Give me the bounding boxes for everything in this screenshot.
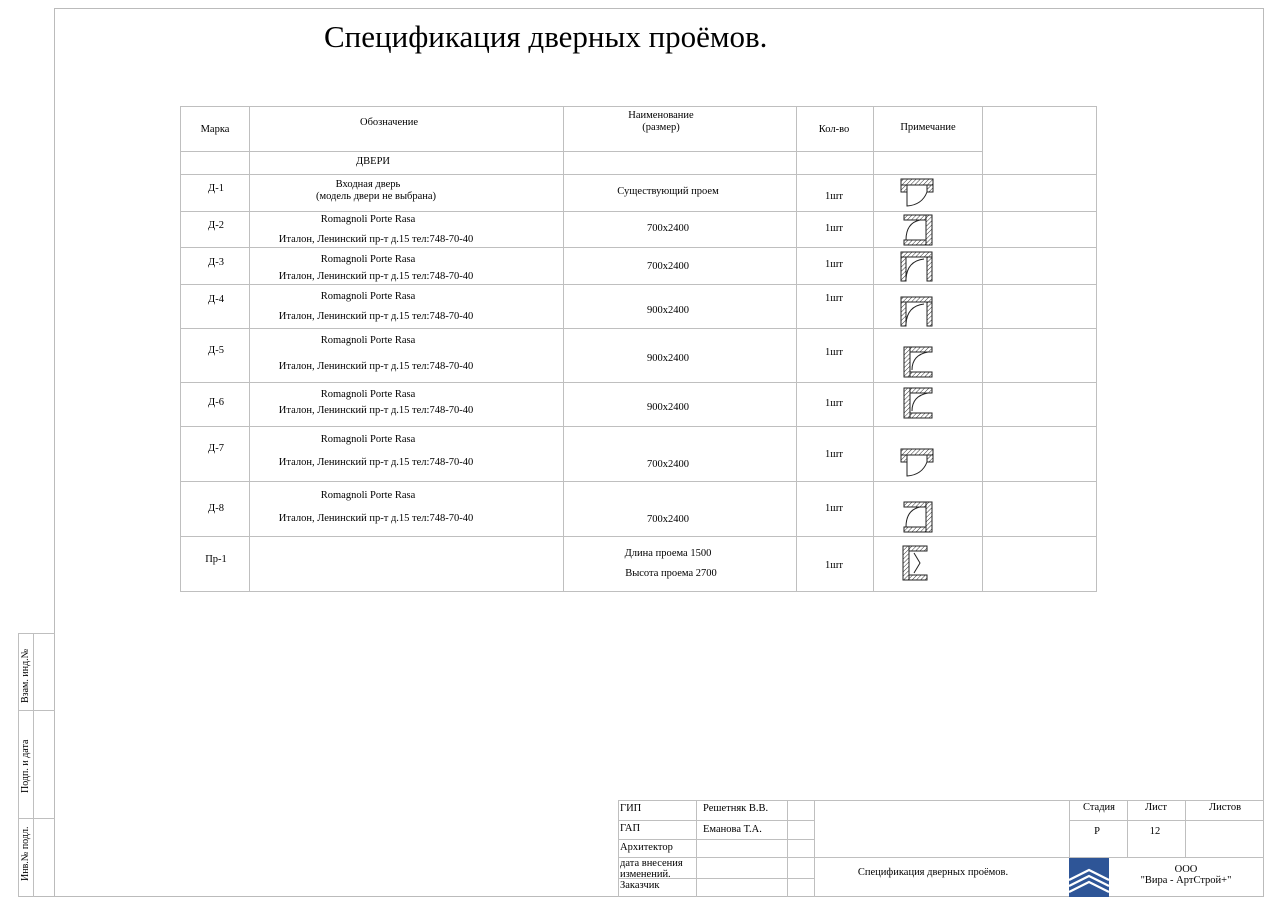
row-size: 700х2400 xyxy=(647,223,689,234)
row-mark: Д-5 xyxy=(208,345,224,356)
sheet-value: 12 xyxy=(1149,826,1161,837)
col-header-name: Наименование xyxy=(628,110,694,121)
role-changes: дата внесения изменений. xyxy=(620,858,683,880)
role-architect: Архитектор xyxy=(620,842,673,853)
name-gip: Решетняк В.В. xyxy=(703,803,769,814)
row-designation-line1: Romagnoli Porte Rasa xyxy=(320,335,416,346)
row-designation-line2: Италон, Ленинский пр-т д.15 тел:748-70-40 xyxy=(278,361,474,372)
row-qty: 1шт xyxy=(825,191,843,202)
row-size: 700х2400 xyxy=(647,514,689,525)
company-logo-icon xyxy=(1069,858,1109,897)
side-inv-label: Инв.№ подл. xyxy=(20,826,31,881)
stage-value: Р xyxy=(1094,826,1100,837)
row-size: 700х2400 xyxy=(647,459,689,470)
row-qty: 1шт xyxy=(825,449,843,460)
frame-left xyxy=(54,8,55,897)
row-designation-line1: Romagnoli Porte Rasa xyxy=(320,389,416,400)
row-designation-line1: Romagnoli Porte Rasa xyxy=(320,254,416,265)
row-designation-line1: Входная дверь xyxy=(335,179,401,190)
col-header-size: (размер) xyxy=(642,122,680,133)
role-gap: ГАП xyxy=(620,823,641,834)
door-swing-up-icon xyxy=(900,448,934,484)
section-doors: ДВЕРИ xyxy=(355,156,391,167)
org-type: ООО xyxy=(1174,864,1198,875)
side-vzam-label: Взам. инд.№ xyxy=(20,648,31,703)
row-size: 900х2400 xyxy=(647,305,689,316)
row-mark: Д-1 xyxy=(208,183,224,194)
row-qty: 1шт xyxy=(825,223,843,234)
row-qty: 1шт xyxy=(825,560,843,571)
row-designation-line2: Италон, Ленинский пр-т д.15 тел:748-70-40 xyxy=(278,271,474,282)
door-swing-right-icon xyxy=(900,214,934,250)
row-qty: 1шт xyxy=(825,503,843,514)
door-swing-up-icon xyxy=(900,178,934,214)
side-podp-label: Подп. и дата xyxy=(20,739,31,793)
row-designation-line1: Romagnoli Porte Rasa xyxy=(320,214,416,225)
row-designation-line2: Италон, Ленинский пр-т д.15 тел:748-70-40 xyxy=(278,513,474,524)
row-size: Длина проема 1500 xyxy=(624,548,712,559)
row-designation-line2: Италон, Ленинский пр-т д.15 тел:748-70-40 xyxy=(278,405,474,416)
row-mark: Д-8 xyxy=(208,503,224,514)
frame-right xyxy=(1263,8,1264,897)
row-size-line2: Высота проема 2700 xyxy=(625,568,717,579)
row-qty: 1шт xyxy=(825,259,843,270)
door-swing-down-icon xyxy=(900,251,934,287)
door-swing-left-icon xyxy=(900,387,934,423)
row-designation-line1: Romagnoli Porte Rasa xyxy=(320,490,416,501)
row-mark: Пр-1 xyxy=(205,554,227,565)
name-gap: Еманова Т.А. xyxy=(703,824,762,835)
row-qty: 1шт xyxy=(825,293,843,304)
row-designation-line1: Romagnoli Porte Rasa xyxy=(320,434,416,445)
row-mark: Д-6 xyxy=(208,397,224,408)
col-header-mark: Марка xyxy=(200,124,230,135)
door-swing-left-icon xyxy=(900,346,934,382)
row-size: 900х2400 xyxy=(647,353,689,364)
frame-top xyxy=(54,8,1264,9)
row-mark: Д-4 xyxy=(208,294,224,305)
row-designation-line1: Romagnoli Porte Rasa xyxy=(320,291,416,302)
role-customer: Заказчик xyxy=(620,880,660,891)
role-gip: ГИП xyxy=(620,803,642,814)
opening-icon xyxy=(900,545,934,581)
org-name: "Вира - АртСтрой+" xyxy=(1140,875,1232,886)
sheets-label: Листов xyxy=(1208,802,1242,813)
row-qty: 1шт xyxy=(825,398,843,409)
row-mark: Д-2 xyxy=(208,220,224,231)
door-swing-down-icon xyxy=(900,296,934,332)
col-header-note: Примечание xyxy=(900,122,956,133)
col-header-designation: Обозначение xyxy=(359,117,419,128)
page-title: Спецификация дверных проёмов. xyxy=(324,19,768,54)
row-designation-line2: Италон, Ленинский пр-т д.15 тел:748-70-40 xyxy=(278,311,474,322)
row-size: Существующий проем xyxy=(617,186,719,197)
row-mark: Д-7 xyxy=(208,443,224,454)
row-designation-line2: Италон, Ленинский пр-т д.15 тел:748-70-40 xyxy=(278,234,474,245)
stage-label: Стадия xyxy=(1082,802,1116,813)
drawing-title: Спецификация дверных проёмов. xyxy=(857,867,1009,878)
row-designation-line2: (модель двери не выбрана) xyxy=(315,191,437,202)
row-designation-line2: Италон, Ленинский пр-т д.15 тел:748-70-40 xyxy=(278,457,474,468)
row-size: 900х2400 xyxy=(647,402,689,413)
col-header-qty: Кол-во xyxy=(818,124,850,135)
row-mark: Д-3 xyxy=(208,257,224,268)
sheet-label: Лист xyxy=(1145,802,1167,813)
row-size: 700х2400 xyxy=(647,261,689,272)
row-qty: 1шт xyxy=(825,347,843,358)
door-swing-right-icon xyxy=(900,501,934,537)
